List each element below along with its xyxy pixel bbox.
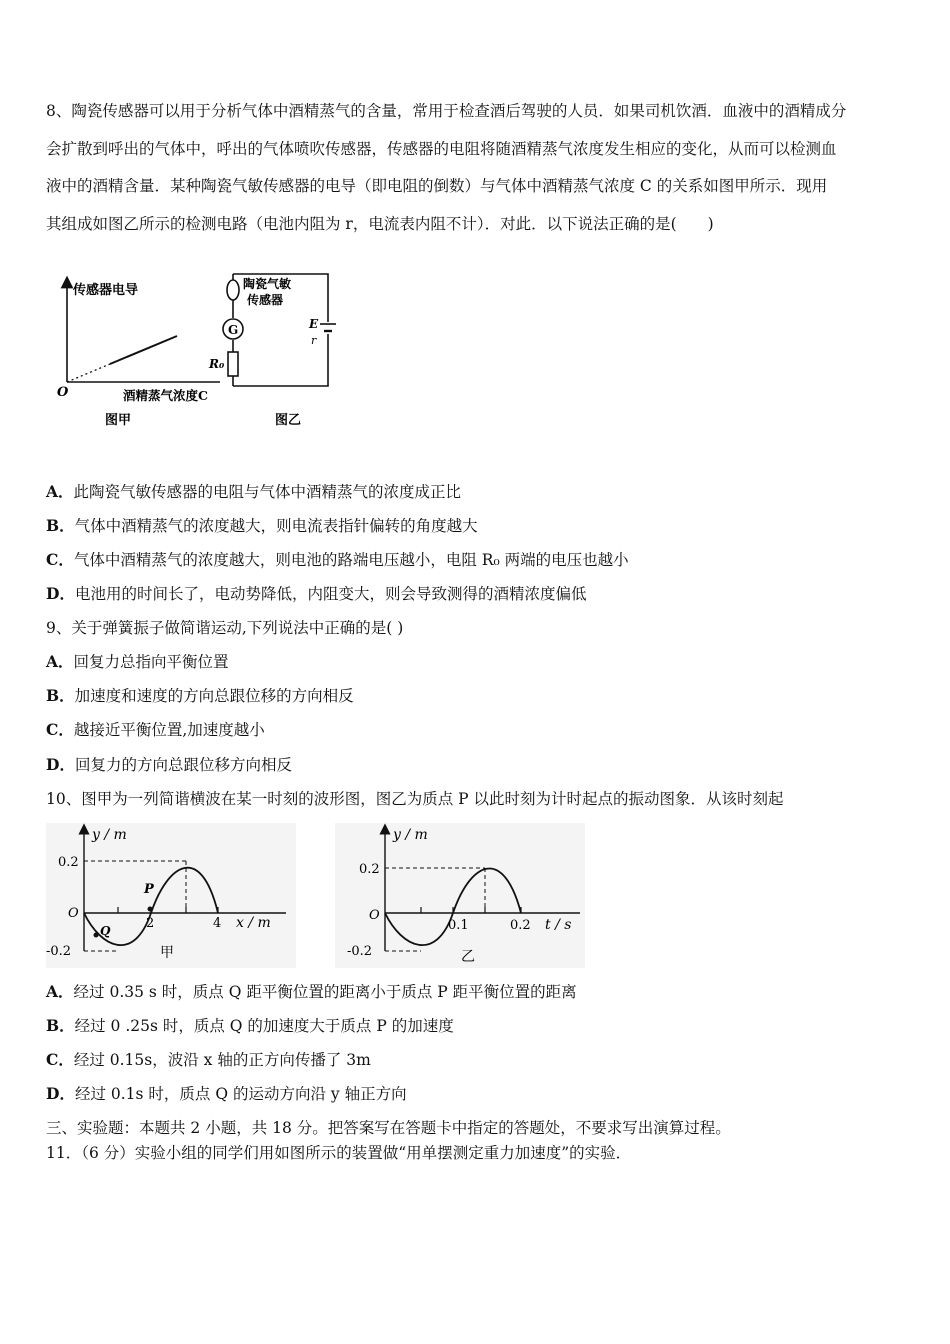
- yi-sensor-symbol: [227, 280, 239, 300]
- jia-line: [110, 336, 177, 364]
- q10-option-c: C．经过 0.15s，波沿 x 轴的正方向传播了 3m: [46, 1050, 371, 1069]
- q8-option-a: A．此陶瓷气敏传感器的电阻与气体中酒精蒸气的浓度成正比: [46, 482, 462, 501]
- jia-caption: 图甲: [105, 413, 132, 428]
- jia-xlabel: 酒精蒸气浓度C: [123, 388, 208, 403]
- section-3-heading: 三、实验题：本题共 2 小题，共 18 分。把答案写在答题卡中指定的答题处，不要求写出演算过程。: [46, 1119, 731, 1137]
- jia-dashed-segment: [67, 364, 110, 382]
- q9-option-a: A．回复力总指向平衡位置: [46, 652, 229, 671]
- q8-stem-line-2: 会扩散到呼出的气体中，呼出的气体喷吹传感器，传感器的电阻将随酒精蒸气浓度发生相应的变化，从而可以检测血: [46, 140, 837, 158]
- q8-stem-line-4: 其组成如图乙所示的检测电路（电池内阻为 r，电流表内阻不计）．对此．以下说法正确的是( ): [46, 215, 714, 233]
- q10-graph-yi: [335, 823, 585, 968]
- q10-graph-jia: [46, 823, 296, 968]
- q10-option-d: D．经过 0.1s 时，质点 Q 的运动方向沿 y 轴正方向: [46, 1084, 407, 1103]
- graph-yi-yneg: -0.2: [347, 944, 373, 959]
- jia-origin: O: [57, 385, 69, 400]
- q10-option-a: A．经过 0.35 s 时，质点 Q 距平衡位置的距离小于质点 P 距平衡位置的距离: [46, 982, 577, 1001]
- graph-jia-q-label: Q: [100, 924, 111, 938]
- graph-yi-origin: O: [369, 908, 380, 923]
- q8-figure-yi: [205, 270, 355, 435]
- q8-stem-line-1: 8、陶瓷传感器可以用于分析气体中酒精蒸气的含量，常用于检查酒后驾驶的人员．如果司机饮酒．血液中的酒精成分: [46, 102, 847, 120]
- q9-stem: 9、关于弹簧振子做简谐运动,下列说法中正确的是( ): [46, 619, 404, 637]
- jia-ylabel: 传感器电导: [73, 283, 139, 298]
- graph-yi-xlabel: t / s: [545, 917, 572, 933]
- graph-jia-xlabel: x / m: [236, 915, 271, 931]
- graph-yi-caption: 乙: [461, 949, 475, 965]
- yi-internal-label: r: [311, 334, 317, 347]
- graph-jia-tick-2: 2: [146, 916, 155, 931]
- q8-option-c: C．气体中酒精蒸气的浓度越大，则电池的路端电压越小，电阻 R₀ 两端的电压也越小: [46, 550, 629, 569]
- graph-yi-tick-2: 0.2: [510, 918, 531, 933]
- q8-figure-jia: [55, 272, 230, 432]
- yi-resistor-symbol: [228, 352, 238, 376]
- graph-jia-yneg: -0.2: [46, 944, 72, 959]
- q9-option-d: D．回复力的方向总跟位移方向相反: [46, 755, 292, 774]
- graph-jia-p-label: P: [144, 882, 154, 897]
- q8-option-b: B．气体中酒精蒸气的浓度越大，则电流表指针偏转的角度越大: [46, 516, 478, 535]
- yi-meter-label: G: [228, 323, 239, 337]
- graph-jia-tick-4: 4: [213, 916, 222, 931]
- graph-jia-origin: O: [68, 906, 79, 921]
- graph-yi-ypos: 0.2: [359, 862, 380, 877]
- yi-caption: 图乙: [275, 413, 302, 428]
- graph-yi-ylabel: y / m: [393, 827, 428, 843]
- graph-jia-caption: 甲: [160, 945, 174, 961]
- graph-jia-point-q: [94, 933, 99, 938]
- graph-jia-point-p: [148, 907, 153, 912]
- graph-jia-ypos: 0.2: [58, 855, 79, 870]
- q8-option-d: D．电池用的时间长了，电动势降低，内阻变大，则会导致测得的酒精浓度偏低: [46, 584, 587, 603]
- q10-option-b: B．经过 0 .25s 时，质点 Q 的加速度大于质点 P 的加速度: [46, 1016, 454, 1035]
- yi-sensor-label-2: 传感器: [247, 293, 284, 307]
- yi-sensor-label-1: 陶瓷气敏: [243, 277, 292, 291]
- q8-stem-line-3: 液中的酒精含量．某种陶瓷气敏传感器的电导（即电阻的倒数）与气体中酒精蒸气浓度 C 的关系如图甲所示．现用: [46, 177, 828, 195]
- q11-stem: 11．（6 分）实验小组的同学们用如图所示的装置做“用单摆测定重力加速度”的实验．: [46, 1144, 632, 1162]
- q9-option-b: B．加速度和速度的方向总跟位移的方向相反: [46, 686, 354, 705]
- yi-resistor-label: R₀: [209, 357, 225, 371]
- yi-emf-label: E: [309, 317, 319, 331]
- graph-yi-tick-1: 0.1: [448, 918, 469, 933]
- graph-jia-ylabel: y / m: [92, 827, 127, 843]
- q9-option-c: C．越接近平衡位置,加速度越小: [46, 720, 265, 739]
- q10-stem: 10、图甲为一列简谐横波在某一时刻的波形图，图乙为质点 P 以此时刻为计时起点的振动图象．从该时刻起: [46, 790, 784, 808]
